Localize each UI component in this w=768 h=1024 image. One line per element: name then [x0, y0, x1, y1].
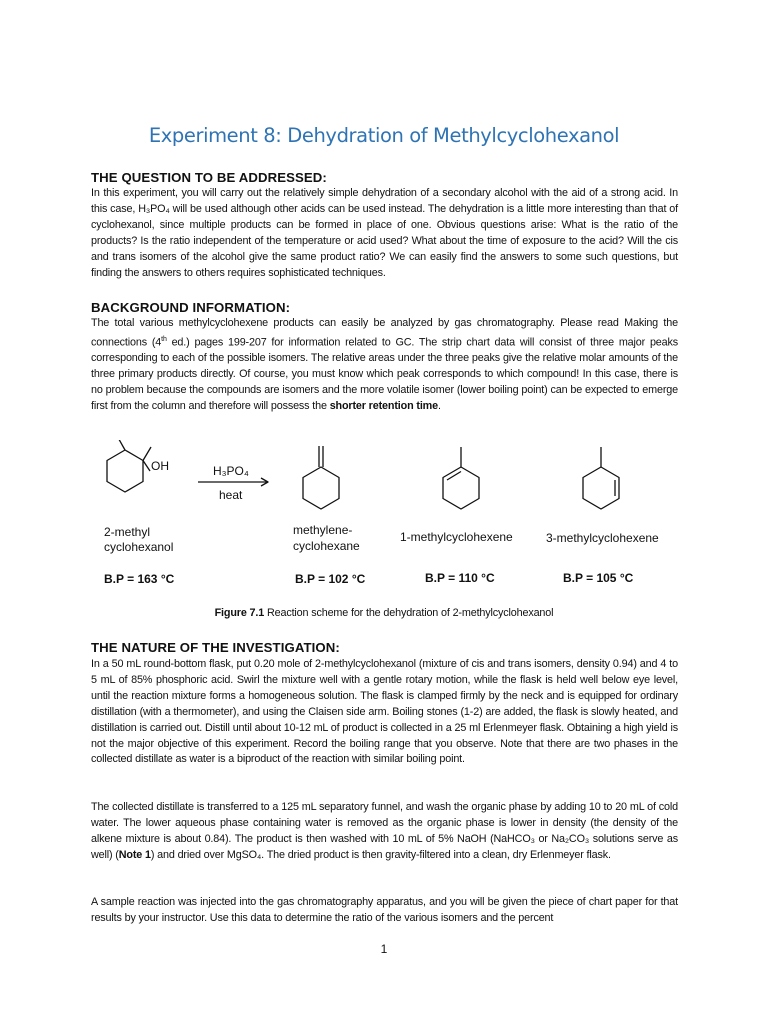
compound-2-name-line1: methylene- — [293, 523, 353, 537]
compound-1-bp: B.P = 163 °C — [104, 572, 175, 586]
nature-paragraph-2 — [91, 800, 678, 864]
background-paragraph — [91, 316, 678, 415]
cyclohexene-ring-1 — [443, 467, 479, 509]
figure-caption-text: Reaction scheme for the dehydration of 2-methylcyclohexanol — [264, 607, 554, 619]
background-text-3: . — [437, 400, 441, 413]
question-heading: THE QUESTION TO BE ADDRESSED: — [91, 170, 327, 185]
compound-2-bp: B.P = 102 °C — [295, 572, 366, 586]
nature-text-3: A sample reaction was injected into the gas chromatography apparatus, and you will be given the piece of chart paper for that results by your instructor. Use this data to determine the ratio of the various isomers and the percent — [91, 896, 678, 924]
reaction-scheme — [95, 440, 685, 600]
background-text-1: The total various methylcyclohexene products can easily be analyzed by gas chromatography. Please read Making the connections (4 — [91, 317, 678, 349]
compound-3-name: 1-methylcyclohexene — [400, 530, 513, 544]
superscript-th: th — [161, 335, 167, 343]
compound-1-name-line2: cyclohexanol — [104, 540, 174, 554]
ring-double-bond-1 — [447, 472, 461, 481]
page-title: Experiment 8: Dehydration of Methylcyclohexanol — [148, 124, 620, 147]
nature-paragraph-1 — [91, 657, 678, 768]
figure-caption — [0, 607, 768, 619]
figure-caption-label: Figure 7.1 — [214, 607, 265, 619]
nature-text-1: In a 50 mL round-bottom flask, put 0.20 mole of 2-methylcyclohexanol (mixture of cis and trans isomers, density 0.94) and 4 to 5 mL of 85% phosphoric acid. Swirl the mixture well with a gentle rotary motion, while the flask is held well below eye level, until the reaction mixture forms a homogeneous solution. The flask is clamped firmly by the neck and is equipped for ordinary distillation (with a thermometer), and using the Claisen side arm. Boiling stones (1-2) are added, the flask is slowly heated, and distillation is carried out. Distill until about 10-12 mL of product is collected in a 25 ml Erlenmeyer flask. Obtaining a high yield is not the major objective of this experiment. Record the boiling range that you observe. Note that there are two phases in the collected distillate as water is a biproduct of the reaction with similar boiling point. — [91, 658, 678, 766]
choh-bond — [143, 461, 150, 472]
compound-4-name: 3-methylcyclohexene — [546, 531, 659, 545]
cyclohexane-ring-1 — [107, 450, 143, 492]
compound-3-bp: B.P = 110 °C — [425, 571, 495, 585]
cyclohexane-ring-2 — [303, 467, 339, 509]
background-heading: BACKGROUND INFORMATION: — [91, 300, 291, 315]
oh-bond — [143, 447, 151, 461]
note-1-ref: Note 1 — [118, 848, 151, 861]
condition-label: heat — [219, 488, 243, 502]
nature-text-2b: ) and dried over MgSO₄. The dried product is then gravity-filtered into a clean, dry Erlenmeyer flask. — [150, 848, 611, 861]
question-paragraph — [91, 186, 678, 281]
reagent-label: H₃PO₄ — [213, 464, 249, 478]
background-bold-term: shorter retention time — [329, 400, 438, 413]
nature-text-2a: The collected distillate is transferred to a 125 mL separatory funnel, and wash the organic phase by adding 10 to 20 mL of cold water. The lower aqueous phase containing water is removed as the organic phase is lower in density (the density of the alkene mixture is about 0.84). The product is then washed with 10 mL of 5% NaOH (NaHCO₃ or Na₂CO₃ solutions serve as well) ( — [91, 801, 678, 861]
nature-heading: THE NATURE OF THE INVESTIGATION: — [91, 640, 340, 655]
background-text-2: ed.) pages 199-207 for information related to GC. The strip chart data will consist of three major peaks corresponding to each of the possible isomers. The relative areas under the three peaks give the relative molar amounts of the three primary products directly. Of course, you must know which peak corresponds to which compound! In this case, there is no problem because the compounds are isomers and the more volatile isomer (lower boiling point) can be expected to emerge first from the column and therefore will possess the — [91, 336, 678, 413]
nature-paragraph-3 — [91, 895, 678, 927]
cyclohexene-ring-2 — [583, 467, 619, 509]
compound-1-name-line1: 2-methyl — [104, 525, 151, 539]
compound-4-bp: B.P = 105 °C — [563, 571, 634, 585]
methyl-bond-1 — [116, 440, 125, 450]
oh-label: OH — [151, 459, 169, 473]
compound-2-name-line2: cyclohexane — [293, 539, 360, 553]
page-number: 1 — [380, 942, 388, 956]
question-text: In this experiment, you will carry out the relatively simple dehydration of a secondary alcohol with the aid of a strong acid. In this case, H₃PO₄ will be used although other acids can be used instead. The dehydration is a little more interesting than that of cyclohexanol, since multiple products can be formed in place of one. Obvious questions arise: What is the ratio of the products? Is the ratio independent of the temperature or acid used? What about the time of exposure to the acid? Will the cis and trans isomers of the alcohol give the same product ratio? We can easily find the answers to some such questions, but finding the answers to others requires sophisticated techniques. — [91, 187, 678, 279]
